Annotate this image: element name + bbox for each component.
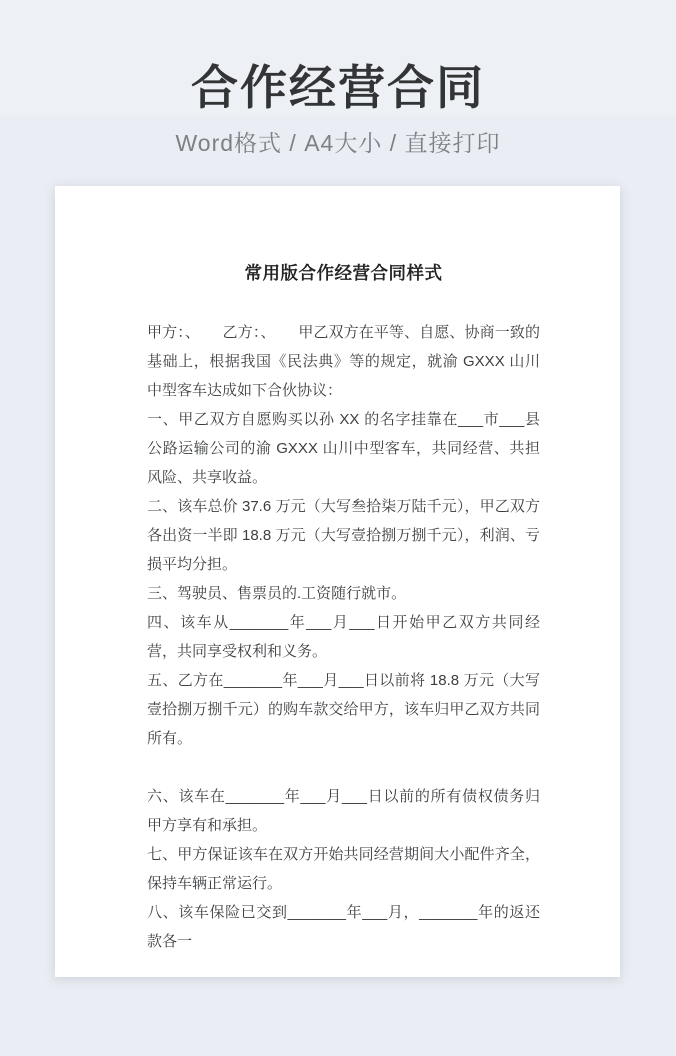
banner — [0, 0, 676, 158]
clause-3: 三、驾驶员、售票员的.工资随行就市。 — [147, 585, 407, 602]
document-title: 常用版合作经营合同样式 — [244, 263, 443, 283]
document-page — [55, 186, 620, 977]
blank-line — [147, 753, 540, 782]
banner-title: 合作经营合同 — [191, 61, 485, 114]
clause-1: 一、甲乙双方自愿购买以孙 XX 的名字挂靠在___市___县公路运输公司的渝 GXXX 山川中型客车，共同经营、共担风险、共享收益。 — [147, 411, 540, 486]
document-content — [55, 186, 620, 956]
clause-2: 二、该车总价 37.6 万元（大写叁拾柒万陆千元），甲乙双方各出资一半即 18.8 万元（大写壹拾捌万捌千元），利润、亏损平均分担。 — [147, 498, 540, 573]
banner-subtitle: Word格式 / A4大小 / 直接打印 — [175, 129, 501, 156]
clause-6: 六、该车在_______年___月___日以前的所有债权债务归甲方享有和承担。 — [147, 788, 540, 834]
paragraph-parties-intro: 甲方：、 乙方：、 甲乙双方在平等、自愿、协商一致的基础上，根据我国《民法典》等的规定，就渝 GXXX 山川中型客车达成如下合伙协议： — [147, 324, 540, 399]
clause-5: 五、乙方在_______年___月___日以前将 18.8 万元（大写壹拾捌万捌千元）的购车款交给甲方，该车归甲乙双方共同所有。 — [147, 672, 540, 747]
clause-8: 八、该车保险已交到_______年___月，_______年的返还款各一 — [147, 904, 540, 950]
clause-4: 四、该车从_______年___月___日开始甲乙双方共同经营，共同享受权利和义务。 — [147, 614, 540, 660]
clause-7: 七、甲方保证该车在双方开始共同经营期间大小配件齐全，保持车辆正常运行。 — [147, 846, 540, 892]
